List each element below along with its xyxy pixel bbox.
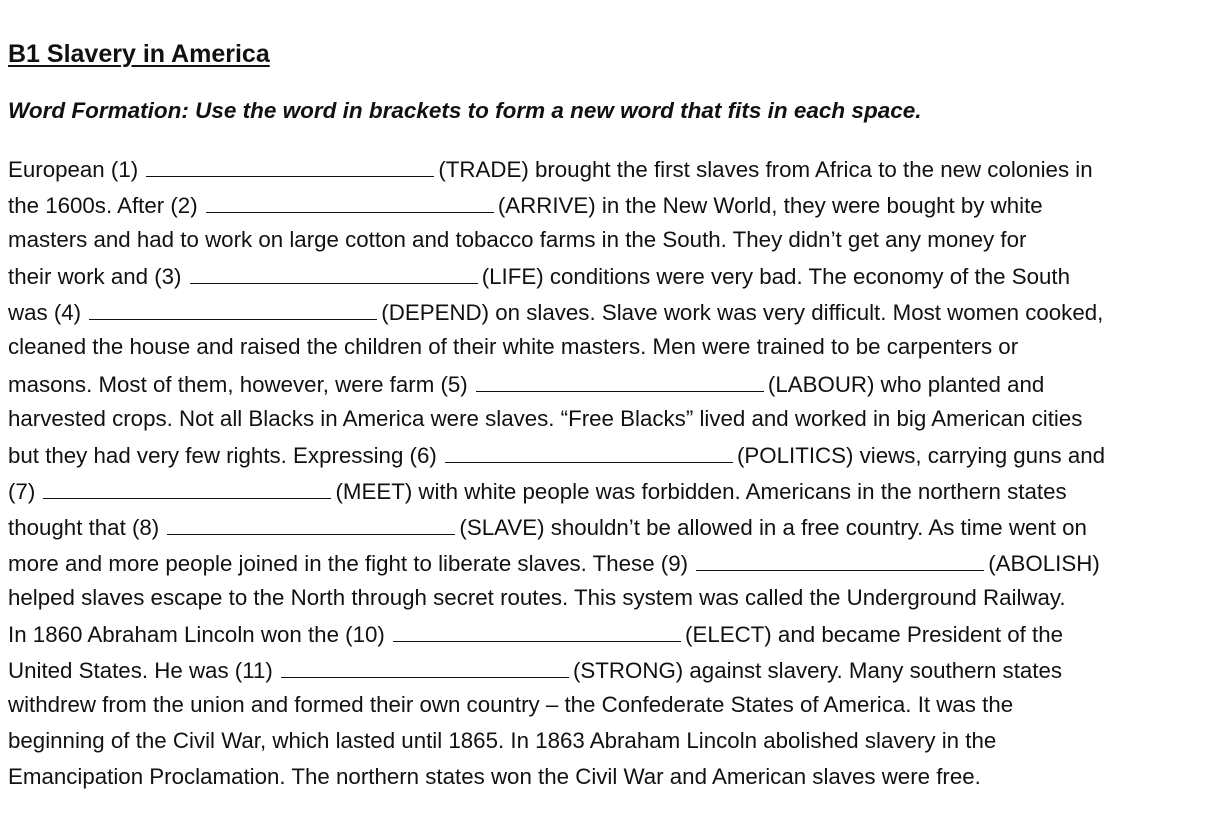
answer-blank-2[interactable] xyxy=(206,186,494,213)
passage-line xyxy=(8,615,1213,651)
answer-blank-3[interactable] xyxy=(190,257,478,284)
line-text: United States. He was (11) xyxy=(8,658,279,684)
passage-line xyxy=(8,329,1213,365)
answer-blank-11[interactable] xyxy=(281,651,569,678)
line-text: (7) xyxy=(8,479,42,505)
line-text: thought that (8) xyxy=(8,514,166,540)
line-text: (ELECT) and became President of the xyxy=(685,622,1064,648)
passage-line xyxy=(8,150,1213,186)
line-text: helped slaves escape to the North through secret routes. This system was called the Underground Railway. xyxy=(8,584,1066,610)
passage-line xyxy=(8,401,1213,437)
line-text: more and more people joined in the fight to liberate slaves. These (9) xyxy=(8,550,695,576)
passage-line xyxy=(8,293,1213,329)
passage-line xyxy=(8,759,1213,795)
passage-line xyxy=(8,257,1213,293)
passage-text xyxy=(8,150,1213,794)
line-text: (STRONG) against slavery. Many southern states xyxy=(572,658,1063,684)
passage-line xyxy=(8,508,1213,544)
line-text: (POLITICS) views, carrying guns and xyxy=(737,443,1106,469)
line-text: was (4) xyxy=(8,300,88,326)
answer-blank-1[interactable] xyxy=(146,150,434,177)
instructions-text: Word Formation: Use the word in brackets to form a new word that fits in each space. xyxy=(8,98,922,123)
line-text: (LIFE) conditions were very bad. The economy of the South xyxy=(481,264,1070,290)
line-text: (MEET) with white people was forbidden. Americans in the northern states xyxy=(335,479,1067,505)
answer-blank-5[interactable] xyxy=(476,365,764,392)
line-text: (TRADE) brought the first slaves from Africa to the new colonies in xyxy=(438,157,1093,182)
line-text: harvested crops. Not all Blacks in America were slaves. “Free Blacks” lived and worked in big American cities xyxy=(8,405,1083,431)
line-text: masters and had to work on large cotton and tobacco farms in the South. They didn’t get any money for xyxy=(8,226,1027,252)
line-text: withdrew from the union and formed their own country – the Confederate States of America. It was the xyxy=(8,691,1014,717)
line-text: (LABOUR) who planted and xyxy=(767,371,1045,397)
passage-line xyxy=(8,186,1213,222)
line-text: Emancipation Proclamation. The northern states won the Civil War and American slaves were free. xyxy=(8,763,981,789)
line-text: European (1) xyxy=(8,157,145,182)
passage-line xyxy=(8,687,1213,723)
answer-blank-8[interactable] xyxy=(167,508,455,535)
passage-line xyxy=(8,222,1213,258)
answer-blank-9[interactable] xyxy=(696,544,984,571)
line-text: but they had very few rights. Expressing (6) xyxy=(8,443,443,469)
line-text: masons. Most of them, however, were farm (5) xyxy=(8,371,474,397)
document-title: B1 Slavery in America xyxy=(8,40,270,68)
answer-blank-7[interactable] xyxy=(43,472,331,499)
passage-line xyxy=(8,436,1213,472)
passage-line xyxy=(8,365,1213,401)
passage-line xyxy=(8,580,1213,616)
passage-line xyxy=(8,544,1213,580)
line-text: (ARRIVE) in the New World, they were bought by white xyxy=(497,192,1043,218)
line-text: the 1600s. After (2) xyxy=(8,192,204,218)
answer-blank-10[interactable] xyxy=(393,615,681,642)
line-text: (DEPEND) on slaves. Slave work was very difficult. Most women cooked, xyxy=(381,300,1104,326)
line-text: beginning of the Civil War, which lasted until 1865. In 1863 Abraham Lincoln abolished slavery in the xyxy=(8,727,997,753)
line-text: In 1860 Abraham Lincoln won the (10) xyxy=(8,622,392,648)
passage-line xyxy=(8,723,1213,759)
line-text: (SLAVE) shouldn’t be allowed in a free country. As time went on xyxy=(459,514,1087,540)
line-text: cleaned the house and raised the children of their white masters. Men were trained to be carpenters or xyxy=(8,333,1019,359)
passage-line xyxy=(8,472,1213,508)
answer-blank-6[interactable] xyxy=(445,436,733,463)
line-text: their work and (3) xyxy=(8,264,188,290)
line-text: (ABOLISH) xyxy=(988,550,1100,576)
answer-blank-4[interactable] xyxy=(89,293,377,320)
passage-line xyxy=(8,651,1213,687)
